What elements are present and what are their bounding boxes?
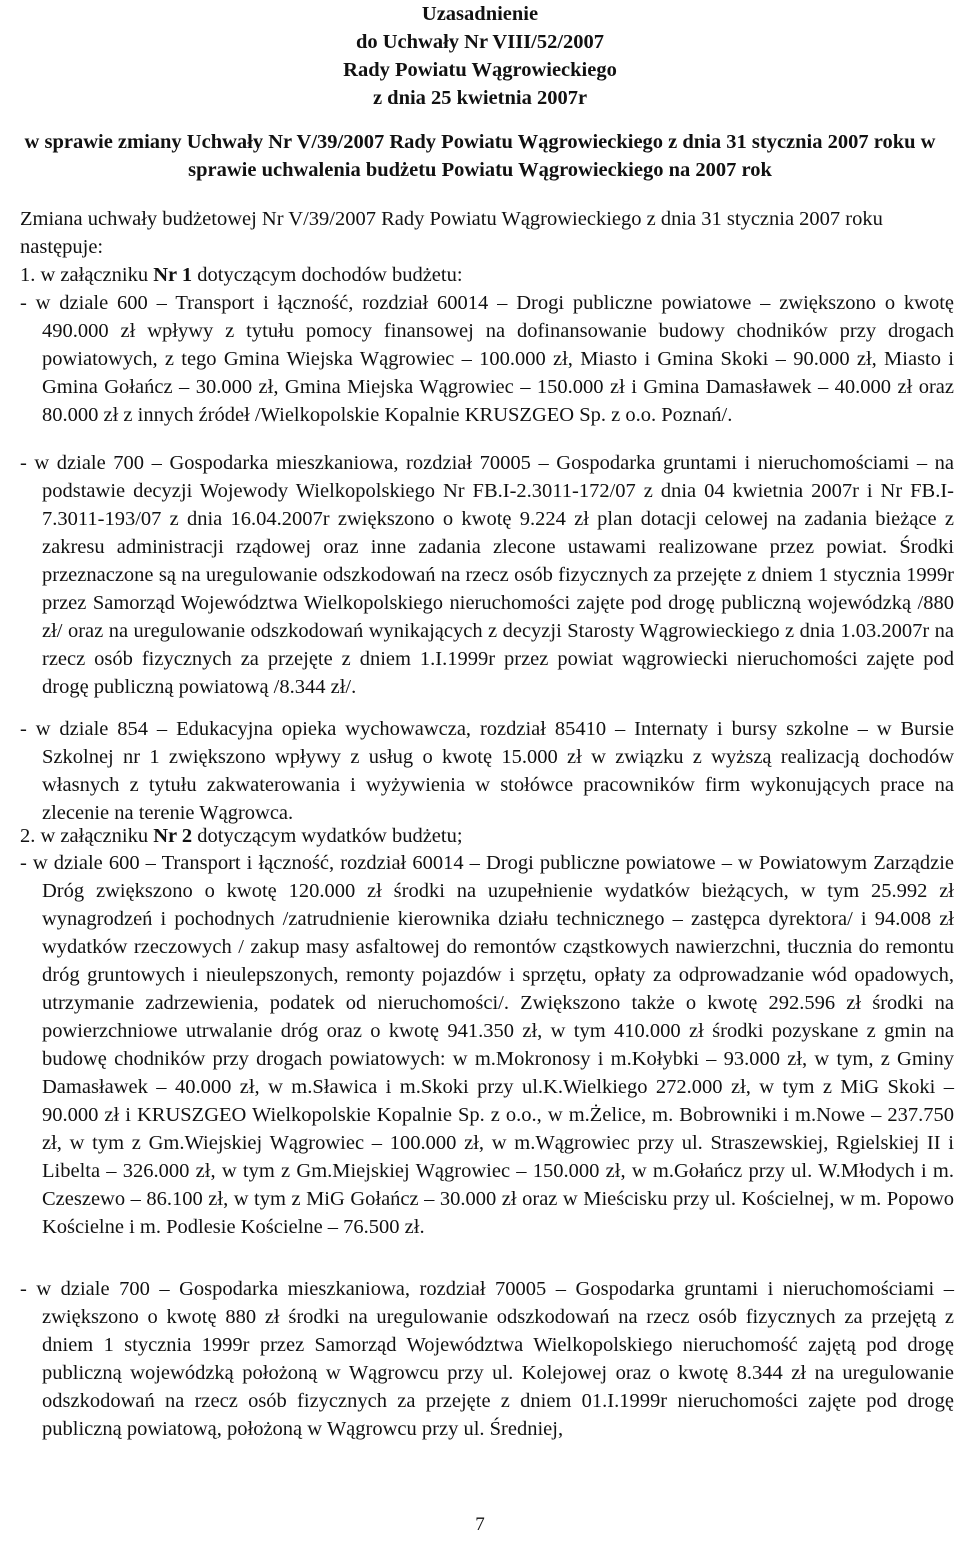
resolution-number: do Uchwały Nr VIII/52/2007 — [355, 31, 605, 53]
section-1-bullet: - w dziale 600 – Transport i łączność, rozdział 60014 – Drogi publiczne powiatowe – zwiększono o kwotę 490.000 zł wpływy z tytułu pomocy finansowej na dofinansowanie budowy chodników przy drogach powiatowych, z tego Gmina Wiejska Wągrowiec – 100.000 zł, Miasto i Gmina Skoki – 90.000 zł, Miasto i Gmina Gołańcz – 30.000 zł, Gmina Miejska Wągrowiec – 150.000 zł i Gmina Damasławek – 40.000 zł oraz 80.000 zł z innych źródeł /Wielkopolskie Kopalnie KRUSZGEO Sp. z o.o. Poznań/. — [20, 292, 954, 426]
section-1-prefix: 1. w załączniku — [20, 264, 154, 286]
council-name: Rady Powiatu Wągrowieckiego — [343, 59, 617, 81]
section-1-heading — [20, 261, 940, 289]
page-number: 7 — [475, 1514, 485, 1535]
section-1-suffix: dotyczącym dochodów budżetu: — [192, 264, 463, 286]
section-1-bullet: - w dziale 700 – Gospodarka mieszkaniowa, rozdział 70005 – Gospodarka gruntami i nieruchomościami – na podstawie decyzji Wojewody Wielkopolskiego Nr FB.I-2.3011-172/07 z dnia 04 kwietnia 2007r i Nr FB.I-7.3011-193/07 z dnia 16.04.2007r zwiększono o kwotę 9.224 zł plan dotacji celowej na zadania bieżące z zakresu administracji rządowej oraz inne zadania zlecone ustawami realizowane przez powiat. Środki przeznaczone są na uregulowanie odszkodowań na rzecz osób fizycznych za przejęte z dniem 1 stycznia 1999r przez Samorząd Województwa Wielkopolskiego nieruchomości zajęte pod drogę publiczną wojewódzką /880 zł/ oraz na uregulowanie odszkodowań wynikających z decyzji Starosty Wągrowieckiego z dnia 1.03.2007r na rzecz osób fizycznych za przejęte z dniem 1.I.1999r przez powiat wągrowiecki nieruchomości zajęte pod drogę publiczną powiatową /8.344 zł/. — [20, 452, 954, 698]
section-2-suffix: dotyczącym wydatków budżetu; — [192, 825, 463, 847]
resolution-date: z dnia 25 kwietnia 2007r — [372, 87, 588, 109]
section-2-prefix: 2. w załączniku — [20, 825, 154, 847]
section-2-bullet: - w dziale 600 – Transport i łączność, rozdział 60014 – Drogi publiczne powiatowe – w Powiatowym Zarządzie Dróg zwiększono o kwotę 120.000 zł środki na uzupełnienie wydatków bieżących, w tym 25.992 zł wynagrodzeń i pochodnych /zatrudnienie kierownika działu technicznego – zastępca dyrektora/ i 94.008 zł wydatków rzeczowych / zakup masy asfaltowej do remontów cząstkowych nawierzchni, tłucznia do remontu dróg gruntowych i nieulepszonych, remonty pojazdów i sprzętu, opłaty za odprowadzanie wód opadowych, utrzymanie zadrzewienia, podatek od nieruchomości/. Zwiększono także o kwotę 292.596 zł środki na powierzchniowe utrwalanie dróg oraz o kwotę 941.350 zł, w tym 410.000 zł środki pozyskane z gmin na budowę chodników przy drogach powiatowych: w m.Mokronosy i m.Kołybki – 93.000 zł, w tym, z Gminy Damasławek – 40.000 zł, w m.Sławica i m.Skoki przy ul.K.Wielkiego 272.000 zł, w tym z MiG Skoki – 90.000 zł i KRUSZGEO Wielkopolskie Kopalnie Sp. z o.o., w m.Żelice, m. Bobrowniki i m.Nowe – 237.750 zł, w tym z Gm.Wiejskiej Wągrowiec – 100.000 zł, w m.Wągrowiec przy ul. Straszewskiej, Rgielskiej II i Libelta – 326.000 zł, w tym z Gm.Miejskiej Wągrowiec – 150.000 zł, w m.Gołańcz przy ul. W.Młodych i m. Czeszewo – 86.100 zł, w tym z MiG Gołańcz – 30.000 zł oraz w Mieścisku przy ul. Kościelnej, w m. Popowo Kościelne i m. Podlesie Kościelne – 76.500 zł. — [20, 852, 954, 1238]
document-heading: Uzasadnienie — [421, 3, 539, 25]
section-1-attachment: Nr 1 — [153, 264, 193, 286]
section-2-attachment: Nr 2 — [153, 825, 193, 847]
intro-paragraph: Zmiana uchwały budżetowej Nr V/39/2007 Rady Powiatu Wągrowieckiego z dnia 31 stycznia 2007 roku następuje: — [20, 208, 883, 258]
section-1-bullet: - w dziale 854 – Edukacyjna opieka wychowawcza, rozdział 85410 – Internaty i bursy szkolne – w Bursie Szkolnej nr 1 zwiększono wpływy z usług o kwotę 15.000 zł w związku z wyższą realizacją dochodów własnych z tytułu zakwaterowania i wyżywienia w stołówce pracowników firm wykonujących prace na zlecenie na terenie Wągrowca. — [20, 718, 954, 824]
section-2-heading — [20, 822, 940, 850]
resolution-subject: w sprawie zmiany Uchwały Nr V/39/2007 Rady Powiatu Wągrowieckiego z dnia 31 stycznia 2007 roku w sprawie uchwalenia budżetu Powiatu Wągrowieckiego na 2007 rok — [24, 131, 936, 181]
section-2-bullet: - w dziale 700 – Gospodarka mieszkaniowa, rozdział 70005 – Gospodarka gruntami i nieruchomościami – zwiększono o kwotę 880 zł środki na uregulowanie odszkodowań na rzecz osób fizycznych za przejętą z dniem 1 stycznia 1999r przez Samorząd Województwa Wielkopolskiego nieruchomość zajętą pod drogę publiczną wojewódzką położoną w Wągrowcu przy ul. Kolejowej oraz o kwotę 8.344 zł na uregulowanie odszkodowań na rzecz osób fizycznych za przejęte z dniem 01.I.1999r nieruchomości zajęte pod drogę publiczną powiatową, położoną w Wągrowcu przy ul. Średniej, — [20, 1278, 954, 1440]
